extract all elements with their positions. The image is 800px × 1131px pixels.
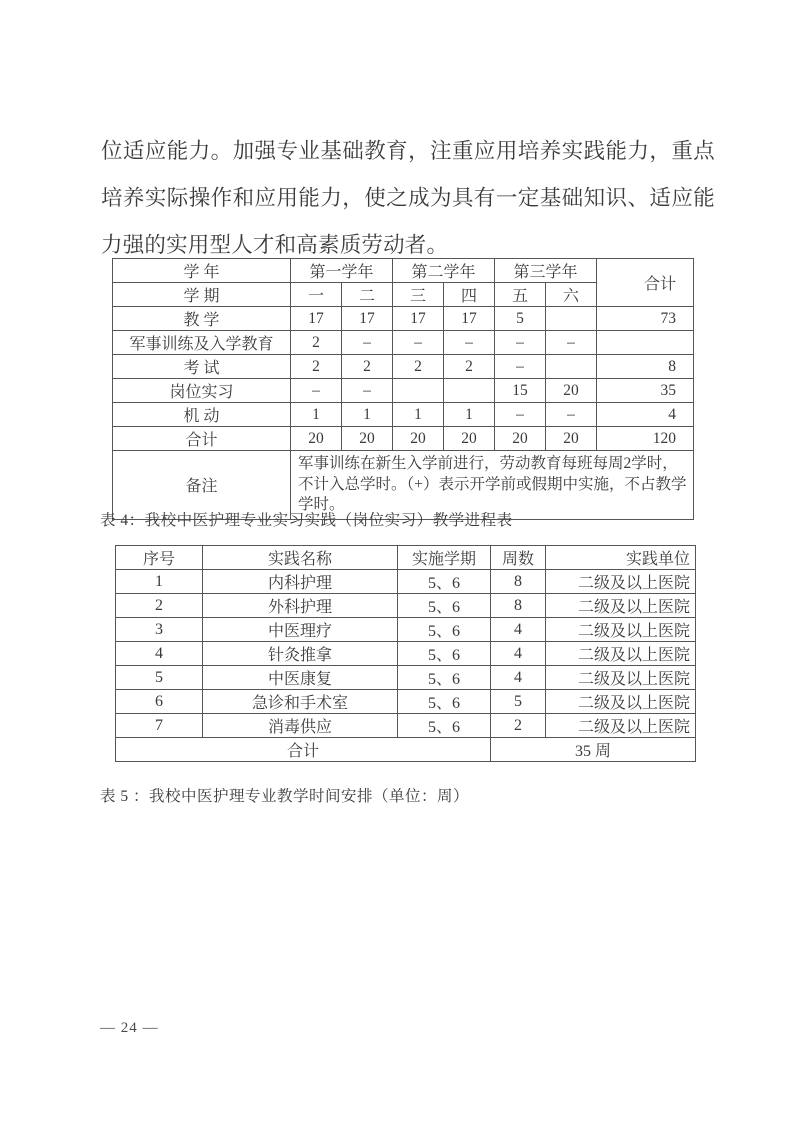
cell: 17 [291,307,342,331]
table-row [116,666,696,690]
row-label: 合计 [113,427,291,451]
header-year-1: 第一学年 [291,259,393,283]
cell [546,307,597,331]
cell-term: 5、6 [398,666,491,690]
cell: 1 [444,403,495,427]
cell [393,379,444,403]
header-term-1: 一 [291,283,342,307]
cell: – [393,331,444,355]
cell: – [495,331,546,355]
table-row-teaching [113,307,694,331]
header-year-3: 第三学年 [495,259,597,283]
table-row-internship [113,379,694,403]
cell: 2 [393,355,444,379]
cell: 15 [495,379,546,403]
cell: 1 [291,403,342,427]
cell: – [546,331,597,355]
total-label: 合计 [116,738,491,762]
cell: 17 [342,307,393,331]
header-term: 实施学期 [398,546,491,570]
cell: 5 [495,307,546,331]
cell-name: 针灸推拿 [203,642,398,666]
row-total: 73 [597,307,694,331]
table-row-exam [113,355,694,379]
row-label: 机 动 [113,403,291,427]
cell-unit: 二级及以上医院 [546,714,696,738]
header-term-3: 三 [393,283,444,307]
cell-term: 5、6 [398,642,491,666]
cell-unit: 二级及以上医院 [546,666,696,690]
cell: 20 [393,427,444,451]
cell-term: 5、6 [398,570,491,594]
row-total [597,331,694,355]
cell-unit: 二级及以上医院 [546,642,696,666]
header-total: 合计 [597,259,694,307]
table-row [116,690,696,714]
cell: – [291,379,342,403]
cell: 1 [393,403,444,427]
cell-unit: 二级及以上医院 [546,594,696,618]
cell [546,355,597,379]
cell-unit: 二级及以上医院 [546,618,696,642]
semester-schedule-table [112,258,694,520]
header-term-2: 二 [342,283,393,307]
cell: 20 [444,427,495,451]
cell: 20 [546,427,597,451]
table4-caption: 表 4：我校中医护理专业实习实践（岗位实习）教学进程表 [100,512,513,529]
cell-name: 消毒供应 [203,714,398,738]
cell-no: 4 [116,642,203,666]
body-paragraph: 位适应能力。加强专业基础教育，注重应用培养实践能力，重点培养实际操作和应用能力，使之成为具有一定基础知识、适应能力强的实用型人才和高素质劳动者。 [101,139,715,257]
cell: 2 [444,355,495,379]
cell: – [342,331,393,355]
cell-term: 5、6 [398,594,491,618]
cell-term: 5、6 [398,714,491,738]
cell-unit: 二级及以上医院 [546,570,696,594]
table-row [116,642,696,666]
cell-weeks: 4 [491,666,546,690]
header-year-2: 第二学年 [393,259,495,283]
remark-text: 军事训练在新生入学前进行，劳动教育每班每周2学时，不计入总学时。（+）表示开学前或假期中实施，不占教学学时。 [291,451,694,520]
practice-schedule-table [115,545,696,762]
cell-weeks: 8 [491,570,546,594]
cell: 17 [393,307,444,331]
table-row [116,594,696,618]
cell-weeks: 8 [491,594,546,618]
cell-unit: 二级及以上医院 [546,690,696,714]
cell: 2 [291,355,342,379]
header-weeks: 周数 [491,546,546,570]
table-row [116,570,696,594]
row-total: 4 [597,403,694,427]
cell: – [342,379,393,403]
row-total: 120 [597,427,694,451]
cell: 2 [291,331,342,355]
remark-label: 备注 [113,451,291,520]
header-practice-name: 实践名称 [203,546,398,570]
cell-no: 5 [116,666,203,690]
header-term-6: 六 [546,283,597,307]
header-term-4: 四 [444,283,495,307]
row-label: 岗位实习 [113,379,291,403]
cell: 20 [546,379,597,403]
cell-term: 5、6 [398,690,491,714]
cell-no: 2 [116,594,203,618]
year-header-label: 学 年 [113,259,291,283]
cell [444,379,495,403]
cell-no: 6 [116,690,203,714]
header-term-5: 五 [495,283,546,307]
total-value: 35 周 [491,738,696,762]
cell: – [495,355,546,379]
cell: 20 [342,427,393,451]
row-label: 军事训练及入学教育 [113,331,291,355]
table-row-military-training [113,331,694,355]
cell-weeks: 2 [491,714,546,738]
cell: 20 [495,427,546,451]
row-total: 8 [597,355,694,379]
cell-name: 急诊和手术室 [203,690,398,714]
cell: 20 [291,427,342,451]
term-header-label: 学 期 [113,283,291,307]
cell-name: 中医康复 [203,666,398,690]
cell: 2 [342,355,393,379]
cell-no: 1 [116,570,203,594]
table5-caption: 表 5 ：我校中医护理专业教学时间安排（单位：周） [100,788,470,805]
row-label: 教 学 [113,307,291,331]
cell: – [546,403,597,427]
cell-weeks: 4 [491,642,546,666]
cell-name: 中医理疗 [203,618,398,642]
cell: 17 [444,307,495,331]
header-no: 序号 [116,546,203,570]
row-label: 考 试 [113,355,291,379]
cell: – [495,403,546,427]
page-number: — 24 — [100,1020,159,1036]
cell: 1 [342,403,393,427]
cell: – [444,331,495,355]
table-row [116,618,696,642]
table-row-flexible [113,403,694,427]
table-row-header [116,546,696,570]
row-total: 35 [597,379,694,403]
table-row [113,259,694,283]
cell-name: 外科护理 [203,594,398,618]
cell-no: 3 [116,618,203,642]
table-row [116,714,696,738]
cell-term: 5、6 [398,618,491,642]
cell-name: 内科护理 [203,570,398,594]
table-row-total [116,738,696,762]
header-practice-unit: 实践单位 [546,546,696,570]
cell-weeks: 5 [491,690,546,714]
cell-weeks: 4 [491,618,546,642]
cell-no: 7 [116,714,203,738]
table-row-sum [113,427,694,451]
